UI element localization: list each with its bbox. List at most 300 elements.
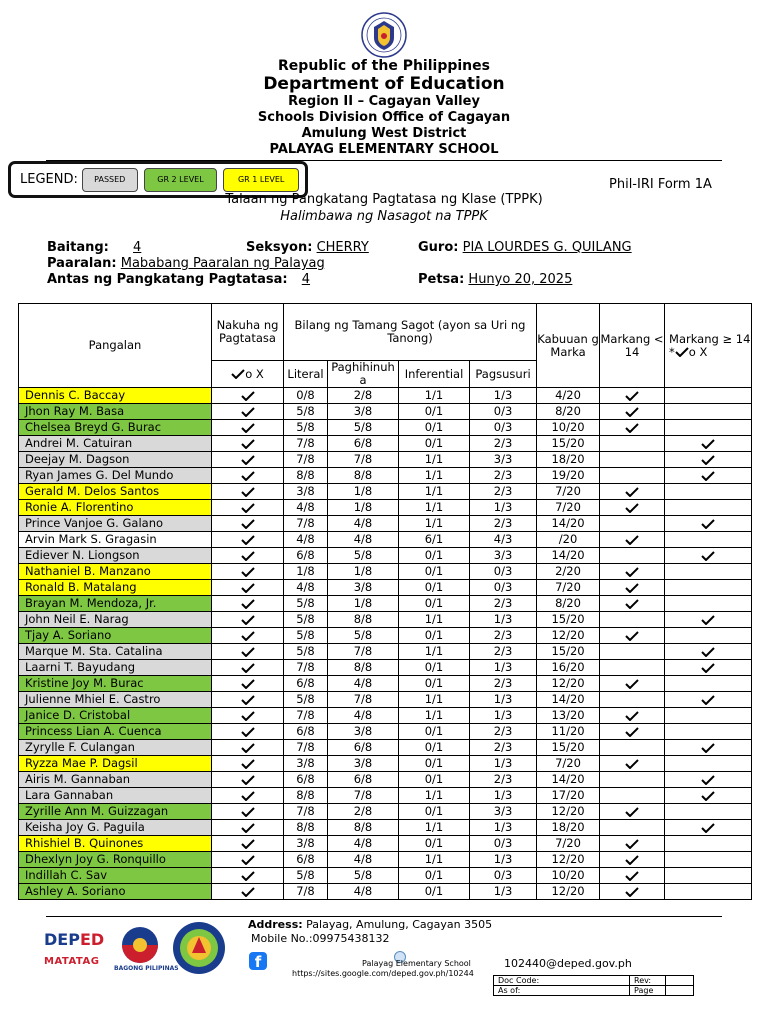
student-name: Gerald M. Delos Santos bbox=[19, 484, 212, 500]
markang-low-check bbox=[600, 804, 665, 820]
doc-control-table bbox=[493, 975, 694, 996]
inferential-score: 0/1 bbox=[399, 436, 470, 452]
pagsusuri-score: 1/3 bbox=[470, 660, 537, 676]
nakuha-check bbox=[212, 852, 284, 868]
pagsusuri-score: 2/3 bbox=[470, 436, 537, 452]
nakuha-check bbox=[212, 772, 284, 788]
student-name: Airis M. Gannaban bbox=[19, 772, 212, 788]
table-row bbox=[19, 564, 752, 580]
check-icon bbox=[241, 727, 255, 737]
markang-low-check bbox=[600, 628, 665, 644]
literal-score: 4/8 bbox=[284, 580, 328, 596]
check-icon bbox=[241, 743, 255, 753]
check-icon bbox=[241, 503, 255, 513]
paghihinuha-score: 6/8 bbox=[328, 740, 399, 756]
markang-low-check bbox=[600, 820, 665, 836]
markang-low-check bbox=[600, 564, 665, 580]
pagsusuri-score: 3/3 bbox=[470, 548, 537, 564]
pagsusuri-score: 2/3 bbox=[470, 516, 537, 532]
check-icon bbox=[241, 599, 255, 609]
inferential-score: 6/1 bbox=[399, 532, 470, 548]
total-score: 14/20 bbox=[537, 548, 600, 564]
literal-score: 3/8 bbox=[284, 836, 328, 852]
markang-low-check bbox=[600, 388, 665, 404]
school-website-link[interactable]: https://sites.google.com/deped.gov.ph/10244 bbox=[292, 969, 474, 978]
republic-text: Republic of the Philippines bbox=[278, 58, 490, 74]
inferential-score: 1/1 bbox=[399, 644, 470, 660]
paaralan-label: Paaralan: bbox=[47, 256, 117, 271]
check-icon bbox=[241, 535, 255, 545]
bagong-pilipinas-logo bbox=[114, 925, 166, 965]
paghihinuha-score: 5/8 bbox=[328, 868, 399, 884]
check-icon bbox=[625, 679, 639, 689]
pagsusuri-score: 0/3 bbox=[470, 564, 537, 580]
table-row bbox=[19, 660, 752, 676]
table-row bbox=[19, 868, 752, 884]
paghihinuha-score: 3/8 bbox=[328, 580, 399, 596]
markang-low-check bbox=[600, 756, 665, 772]
total-score: 10/20 bbox=[537, 868, 600, 884]
paghihinuha-score: 4/8 bbox=[328, 836, 399, 852]
check-icon bbox=[625, 535, 639, 545]
literal-score: 6/8 bbox=[284, 724, 328, 740]
table-row bbox=[19, 804, 752, 820]
literal-score: 5/8 bbox=[284, 868, 328, 884]
rev-label: Rev: bbox=[630, 976, 666, 986]
table-row bbox=[19, 740, 752, 756]
student-name: Marque M. Sta. Catalina bbox=[19, 644, 212, 660]
markang-low-check bbox=[600, 660, 665, 676]
literal-score: 3/8 bbox=[284, 756, 328, 772]
guro-label: Guro: bbox=[418, 240, 459, 255]
deped-logo-ed: ED bbox=[79, 930, 105, 949]
markang-high-check bbox=[665, 708, 752, 724]
markang-high-check bbox=[665, 740, 752, 756]
paghihinuha-score: 1/8 bbox=[328, 500, 399, 516]
table-row bbox=[19, 820, 752, 836]
inferential-score: 0/1 bbox=[399, 676, 470, 692]
total-score: 18/20 bbox=[537, 820, 600, 836]
literal-score: 5/8 bbox=[284, 612, 328, 628]
tppk-table-body bbox=[19, 388, 752, 900]
inferential-score: 0/1 bbox=[399, 660, 470, 676]
table-row bbox=[19, 884, 752, 900]
markang-high-check bbox=[665, 772, 752, 788]
markang-low-check bbox=[600, 884, 665, 900]
student-name: Ronie A. Florentino bbox=[19, 500, 212, 516]
header-check-or-x-text: o X bbox=[245, 366, 264, 381]
literal-score: 4/8 bbox=[284, 532, 328, 548]
baitang-value: 4 bbox=[133, 240, 142, 255]
check-icon bbox=[625, 391, 639, 401]
total-score: 12/20 bbox=[537, 852, 600, 868]
nakuha-check bbox=[212, 820, 284, 836]
table-row bbox=[19, 756, 752, 772]
markang-high-check bbox=[665, 692, 752, 708]
pagsusuri-score: 0/3 bbox=[470, 580, 537, 596]
petsa-value: Hunyo 20, 2025 bbox=[468, 272, 573, 287]
paghihinuha-score: 1/8 bbox=[328, 484, 399, 500]
paghihinuha-score: 3/8 bbox=[328, 404, 399, 420]
legend-passed: PASSED bbox=[82, 168, 138, 192]
table-row bbox=[19, 596, 752, 612]
header-bilang: Bilang ng Tamang Sagot (ayon sa Uri ng Tanong) bbox=[284, 304, 537, 361]
student-name: Andrei M. Catuiran bbox=[19, 436, 212, 452]
paghihinuha-score: 1/8 bbox=[328, 596, 399, 612]
literal-score: 4/8 bbox=[284, 500, 328, 516]
markang-high-check bbox=[665, 596, 752, 612]
table-row bbox=[19, 388, 752, 404]
address-label: Address: bbox=[248, 918, 303, 931]
check-icon bbox=[625, 599, 639, 609]
baitang-label: Baitang: bbox=[47, 240, 109, 255]
table-row bbox=[19, 452, 752, 468]
markang-low-check bbox=[600, 772, 665, 788]
literal-score: 8/8 bbox=[284, 788, 328, 804]
paghihinuha-score: 8/8 bbox=[328, 660, 399, 676]
total-score: 16/20 bbox=[537, 660, 600, 676]
paghihinuha-score: 2/8 bbox=[328, 804, 399, 820]
total-score: 12/20 bbox=[537, 628, 600, 644]
table-row bbox=[19, 516, 752, 532]
district-text: Amulung West District bbox=[301, 126, 467, 141]
check-icon bbox=[625, 855, 639, 865]
literal-score: 6/8 bbox=[284, 676, 328, 692]
paghihinuha-score: 8/8 bbox=[328, 820, 399, 836]
inferential-score: 1/1 bbox=[399, 452, 470, 468]
legend-gr2-level: GR 2 LEVEL bbox=[144, 168, 218, 192]
markang-high-check bbox=[665, 436, 752, 452]
literal-score: 5/8 bbox=[284, 644, 328, 660]
inferential-score: 0/1 bbox=[399, 868, 470, 884]
total-score: 7/20 bbox=[537, 756, 600, 772]
nakuha-check bbox=[212, 468, 284, 484]
pagsusuri-score: 2/3 bbox=[470, 724, 537, 740]
student-name: Dennis C. Baccay bbox=[19, 388, 212, 404]
literal-score: 5/8 bbox=[284, 420, 328, 436]
markang-high-check bbox=[665, 612, 752, 628]
check-icon bbox=[701, 743, 715, 753]
header-paghihinuha: Paghihinuh a bbox=[328, 361, 399, 388]
literal-score: 7/8 bbox=[284, 740, 328, 756]
doc-code-label: Doc Code: bbox=[494, 976, 630, 986]
pagsusuri-score: 3/3 bbox=[470, 804, 537, 820]
header-check-or-x bbox=[212, 361, 284, 388]
markang-high-check bbox=[665, 452, 752, 468]
markang-low-check bbox=[600, 644, 665, 660]
header-markang-high bbox=[665, 304, 752, 388]
check-icon bbox=[241, 823, 255, 833]
inferential-score: 0/1 bbox=[399, 628, 470, 644]
nakuha-check bbox=[212, 884, 284, 900]
inferential-score: 1/1 bbox=[399, 516, 470, 532]
markang-high-check bbox=[665, 836, 752, 852]
check-icon bbox=[241, 551, 255, 561]
student-name: Dhexlyn Joy G. Ronquillo bbox=[19, 852, 212, 868]
pagsusuri-score: 1/3 bbox=[470, 756, 537, 772]
check-icon bbox=[241, 487, 255, 497]
check-icon bbox=[701, 551, 715, 561]
guro-value: PIA LOURDES G. QUILANG bbox=[462, 240, 632, 255]
header-markang-high-x: o X bbox=[688, 344, 708, 359]
student-name: Arvin Mark S. Gragasin bbox=[19, 532, 212, 548]
petsa-label: Petsa: bbox=[418, 272, 465, 287]
check-icon bbox=[625, 631, 639, 641]
inferential-score: 0/1 bbox=[399, 548, 470, 564]
literal-score: 5/8 bbox=[284, 628, 328, 644]
check-icon bbox=[241, 647, 255, 657]
literal-score: 5/8 bbox=[284, 596, 328, 612]
check-icon bbox=[625, 407, 639, 417]
table-row bbox=[19, 772, 752, 788]
inferential-score: 1/1 bbox=[399, 612, 470, 628]
total-score: 7/20 bbox=[537, 836, 600, 852]
student-name: Chelsea Breyd G. Burac bbox=[19, 420, 212, 436]
check-icon bbox=[625, 887, 639, 897]
nakuha-check bbox=[212, 404, 284, 420]
table-row bbox=[19, 612, 752, 628]
student-name: Nathaniel B. Manzano bbox=[19, 564, 212, 580]
check-icon bbox=[241, 807, 255, 817]
total-score: 4/20 bbox=[537, 388, 600, 404]
school-email[interactable]: 102440@deped.gov.ph bbox=[504, 957, 632, 970]
pagsusuri-score: 0/3 bbox=[470, 836, 537, 852]
nakuha-check bbox=[212, 740, 284, 756]
inferential-score: 0/1 bbox=[399, 420, 470, 436]
nakuha-check bbox=[212, 756, 284, 772]
nakuha-check bbox=[212, 420, 284, 436]
literal-score: 7/8 bbox=[284, 660, 328, 676]
student-name: Lara Gannaban bbox=[19, 788, 212, 804]
total-score: 10/20 bbox=[537, 420, 600, 436]
check-icon bbox=[625, 583, 639, 593]
total-score: 19/20 bbox=[537, 468, 600, 484]
table-row bbox=[19, 436, 752, 452]
petsa-line bbox=[418, 272, 572, 287]
pagsusuri-score: 1/3 bbox=[470, 388, 537, 404]
markang-high-check bbox=[665, 884, 752, 900]
table-row bbox=[19, 500, 752, 516]
paghihinuha-score: 4/8 bbox=[328, 532, 399, 548]
check-icon bbox=[625, 727, 639, 737]
literal-score: 7/8 bbox=[284, 708, 328, 724]
markang-low-check bbox=[600, 724, 665, 740]
antas-value: 4 bbox=[301, 272, 311, 287]
student-name: Rhishiel B. Quinones bbox=[19, 836, 212, 852]
markang-low-check bbox=[600, 436, 665, 452]
markang-low-check bbox=[600, 836, 665, 852]
pagsusuri-score: 1/3 bbox=[470, 884, 537, 900]
paghihinuha-score: 5/8 bbox=[328, 548, 399, 564]
table-row bbox=[19, 404, 752, 420]
markang-low-check bbox=[600, 868, 665, 884]
paghihinuha-score: 3/8 bbox=[328, 724, 399, 740]
paghihinuha-score: 7/8 bbox=[328, 452, 399, 468]
paghihinuha-score: 4/8 bbox=[328, 884, 399, 900]
footer-address bbox=[248, 918, 492, 946]
division-text: Schools Division Office of Cagayan bbox=[257, 110, 511, 125]
deped-logo-dep: DEP bbox=[44, 930, 80, 949]
total-score: 12/20 bbox=[537, 804, 600, 820]
check-icon bbox=[701, 471, 715, 481]
nakuha-check bbox=[212, 708, 284, 724]
tppk-table bbox=[18, 303, 752, 900]
inferential-score: 1/1 bbox=[399, 388, 470, 404]
nakuha-check bbox=[212, 724, 284, 740]
seksyon-line bbox=[246, 240, 421, 255]
paghihinuha-score: 3/8 bbox=[328, 756, 399, 772]
markang-low-check bbox=[600, 692, 665, 708]
pagsusuri-score: 1/3 bbox=[470, 820, 537, 836]
literal-score: 7/8 bbox=[284, 452, 328, 468]
total-score: 14/20 bbox=[537, 772, 600, 788]
markang-low-check bbox=[600, 580, 665, 596]
student-name: Prince Vanjoe G. Galano bbox=[19, 516, 212, 532]
student-name: Ronald B. Matalang bbox=[19, 580, 212, 596]
header-literal: Literal bbox=[284, 361, 328, 388]
form-number: Phil-IRI Form 1A bbox=[609, 177, 712, 192]
nakuha-check bbox=[212, 804, 284, 820]
check-icon bbox=[625, 711, 639, 721]
pagsusuri-score: 2/3 bbox=[470, 468, 537, 484]
student-name: Janice D. Cristobal bbox=[19, 708, 212, 724]
inferential-score: 0/1 bbox=[399, 724, 470, 740]
table-row bbox=[19, 484, 752, 500]
literal-score: 8/8 bbox=[284, 820, 328, 836]
legend-label: LEGEND: bbox=[20, 172, 78, 187]
check-icon bbox=[701, 647, 715, 657]
markang-high-check bbox=[665, 420, 752, 436]
paghihinuha-score: 1/8 bbox=[328, 564, 399, 580]
markang-low-check bbox=[600, 596, 665, 612]
seksyon-label: Seksyon: bbox=[246, 240, 313, 255]
student-name: Ediever N. Liongson bbox=[19, 548, 212, 564]
markang-high-check bbox=[665, 484, 752, 500]
markang-low-check bbox=[600, 516, 665, 532]
nakuha-check bbox=[212, 436, 284, 452]
check-icon bbox=[241, 839, 255, 849]
nakuha-check bbox=[212, 788, 284, 804]
check-icon bbox=[231, 369, 245, 379]
table-row bbox=[19, 628, 752, 644]
inferential-score: 0/1 bbox=[399, 564, 470, 580]
total-score: 15/20 bbox=[537, 740, 600, 756]
check-icon bbox=[241, 663, 255, 673]
check-icon bbox=[625, 503, 639, 513]
check-icon bbox=[241, 407, 255, 417]
check-icon bbox=[241, 583, 255, 593]
markang-low-check bbox=[600, 740, 665, 756]
check-icon bbox=[241, 439, 255, 449]
markang-high-check bbox=[665, 516, 752, 532]
nakuha-check bbox=[212, 596, 284, 612]
antas-label: Antas ng Pangkatang Pagtatasa: bbox=[47, 272, 288, 287]
matatag-logo: MATATAG bbox=[44, 956, 100, 967]
deped-seal-logo bbox=[361, 12, 407, 58]
markang-low-check bbox=[600, 708, 665, 724]
markang-high-check bbox=[665, 404, 752, 420]
student-name: Tjay A. Soriano bbox=[19, 628, 212, 644]
check-icon bbox=[701, 615, 715, 625]
seksyon-value: CHERRY bbox=[316, 240, 369, 255]
check-icon bbox=[625, 871, 639, 881]
pagsusuri-score: 2/3 bbox=[470, 628, 537, 644]
literal-score: 3/8 bbox=[284, 484, 328, 500]
table-row bbox=[19, 420, 752, 436]
bagong-pilipinas-text: BAGONG PILIPINAS bbox=[114, 965, 179, 972]
markang-high-check bbox=[665, 804, 752, 820]
check-icon bbox=[701, 775, 715, 785]
markang-low-check bbox=[600, 484, 665, 500]
facebook-icon[interactable]: f bbox=[249, 952, 267, 970]
paghihinuha-score: 2/8 bbox=[328, 388, 399, 404]
literal-score: 7/8 bbox=[284, 884, 328, 900]
nakuha-check bbox=[212, 500, 284, 516]
markang-low-check bbox=[600, 420, 665, 436]
inferential-score: 0/1 bbox=[399, 580, 470, 596]
table-row bbox=[19, 852, 752, 868]
letterhead bbox=[0, 58, 768, 158]
markang-high-check bbox=[665, 868, 752, 884]
check-icon bbox=[241, 615, 255, 625]
paghihinuha-score: 5/8 bbox=[328, 628, 399, 644]
total-score: 11/20 bbox=[537, 724, 600, 740]
header-markang-high-text: Markang ≥ 14 * bbox=[669, 331, 751, 359]
legend-gr1-level: GR 1 LEVEL bbox=[223, 168, 299, 192]
inferential-score: 1/1 bbox=[399, 708, 470, 724]
nakuha-check bbox=[212, 868, 284, 884]
header-nakuha: Nakuha ng Pagtatasa bbox=[212, 304, 284, 361]
table-row bbox=[19, 692, 752, 708]
markang-low-check bbox=[600, 468, 665, 484]
check-icon bbox=[625, 839, 639, 849]
check-icon bbox=[625, 807, 639, 817]
inferential-score: 0/1 bbox=[399, 596, 470, 612]
department-text: Department of Education bbox=[263, 74, 505, 94]
check-icon bbox=[241, 391, 255, 401]
nakuha-check bbox=[212, 676, 284, 692]
check-icon bbox=[675, 347, 689, 357]
table-row bbox=[19, 580, 752, 596]
literal-score: 1/8 bbox=[284, 564, 328, 580]
student-name: Kristine Joy M. Burac bbox=[19, 676, 212, 692]
check-icon bbox=[241, 711, 255, 721]
markang-low-check bbox=[600, 452, 665, 468]
total-score: 15/20 bbox=[537, 612, 600, 628]
baitang-line bbox=[47, 240, 225, 255]
form-title: Talaan ng Pangkatang Pagtatasa ng Klase (TPPK) bbox=[225, 192, 543, 207]
school-name: PALAYAG ELEMENTARY SCHOOL bbox=[269, 142, 499, 157]
paghihinuha-score: 7/8 bbox=[328, 692, 399, 708]
pagsusuri-score: 0/3 bbox=[470, 420, 537, 436]
as-of-label: As of: bbox=[494, 986, 630, 996]
markang-low-check bbox=[600, 532, 665, 548]
markang-high-check bbox=[665, 500, 752, 516]
pagsusuri-score: 1/3 bbox=[470, 692, 537, 708]
total-score: 15/20 bbox=[537, 644, 600, 660]
literal-score: 5/8 bbox=[284, 692, 328, 708]
student-name: Ashley A. Soriano bbox=[19, 884, 212, 900]
table-row bbox=[19, 468, 752, 484]
paghihinuha-score: 7/8 bbox=[328, 788, 399, 804]
total-score: 7/20 bbox=[537, 484, 600, 500]
inferential-score: 0/1 bbox=[399, 804, 470, 820]
literal-score: 0/8 bbox=[284, 388, 328, 404]
pagsusuri-score: 1/3 bbox=[470, 708, 537, 724]
header-markang-low: Markang < 14 bbox=[600, 304, 665, 388]
total-score: 17/20 bbox=[537, 788, 600, 804]
markang-high-check bbox=[665, 820, 752, 836]
